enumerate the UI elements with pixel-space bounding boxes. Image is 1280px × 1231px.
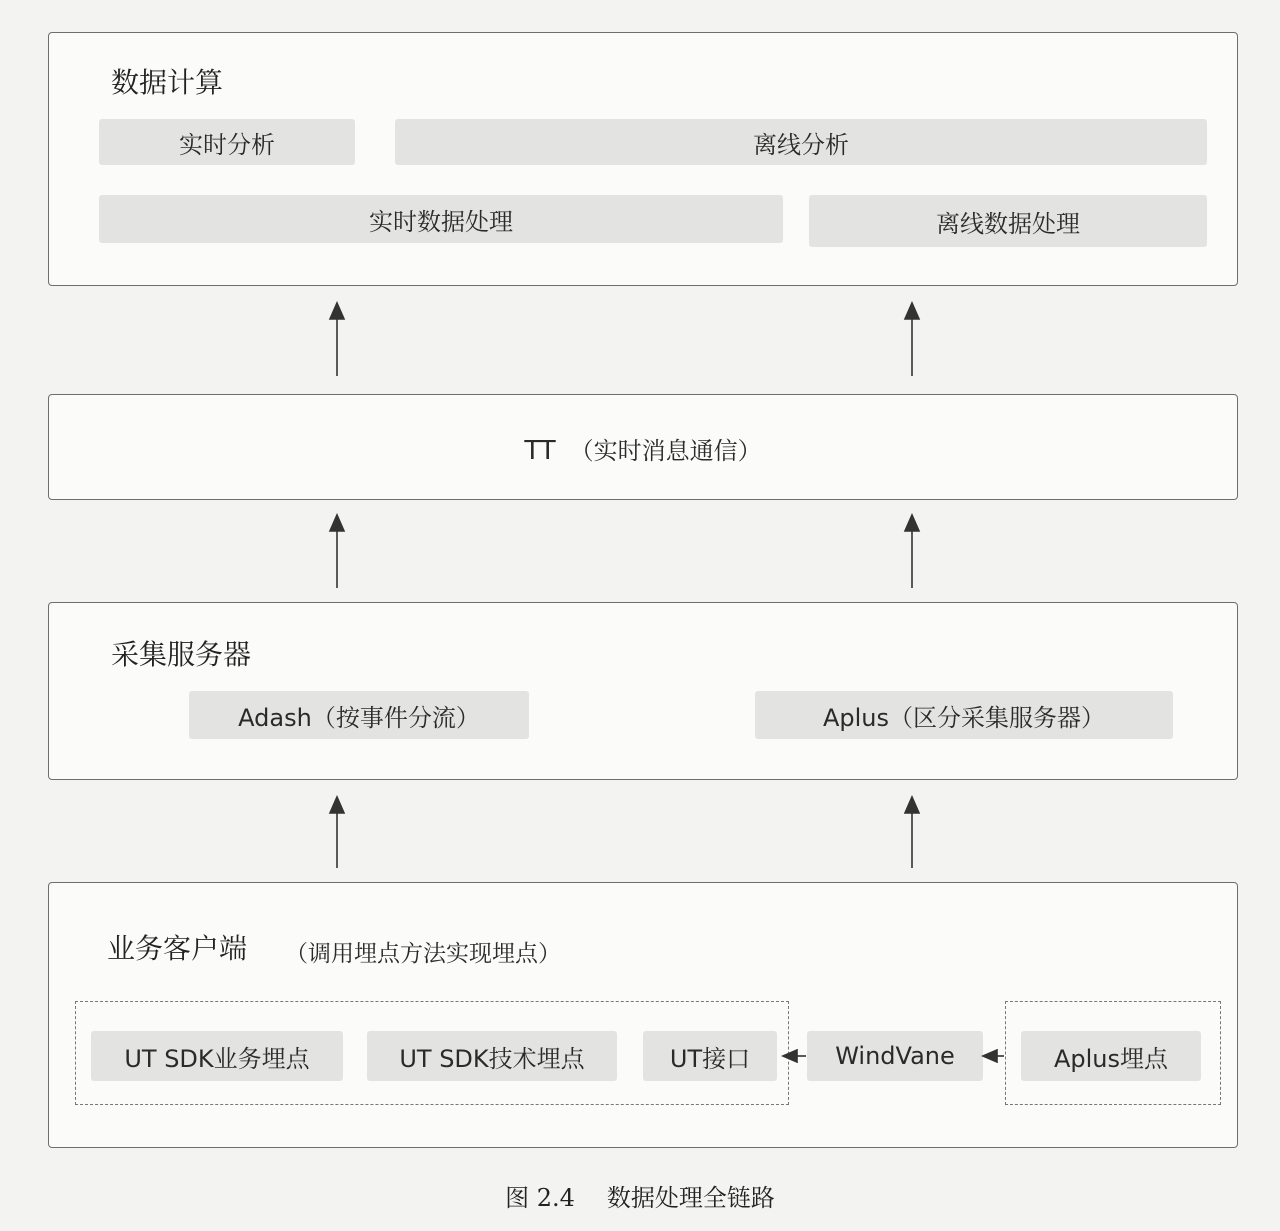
collector-title: 采集服务器 xyxy=(111,638,252,671)
aplus-collector-box: Aplus（区分采集服务器） xyxy=(755,691,1173,739)
tt-name: TT xyxy=(524,436,556,466)
ut-sdk-tech-box: UT SDK技术埋点 xyxy=(367,1031,617,1081)
tt-panel xyxy=(48,394,1238,500)
client-title: 业务客户端 xyxy=(107,932,248,965)
arrow-tt-to-offline-head xyxy=(905,303,919,319)
offline-processing-box: 离线数据处理 xyxy=(809,195,1207,247)
arrow-collector-to-tt-left-head xyxy=(330,515,344,531)
ut-sdk-business-box: UT SDK业务埋点 xyxy=(91,1031,343,1081)
collector-panel xyxy=(48,602,1238,780)
aplus-point-box: Aplus埋点 xyxy=(1021,1031,1201,1081)
arrow-client-to-aplus-head xyxy=(905,797,919,813)
offline-analysis-box: 离线分析 xyxy=(395,119,1207,165)
arrow-client-to-adash-head xyxy=(330,797,344,813)
arrow-tt-to-realtime-head xyxy=(330,303,344,319)
windvane-box: WindVane xyxy=(807,1031,983,1081)
tt-label xyxy=(49,431,1237,466)
client-subtitle: （调用埋点方法实现埋点） xyxy=(285,941,561,967)
ut-interface-box: UT接口 xyxy=(643,1031,777,1081)
figure-title: 数据处理全链路 xyxy=(606,1184,775,1212)
figure-caption xyxy=(0,1178,1280,1213)
tt-desc: （实时消息通信） xyxy=(569,437,762,465)
data-compute-title: 数据计算 xyxy=(111,66,224,99)
arrow-collector-to-tt-right-head xyxy=(905,515,919,531)
realtime-processing-box: 实时数据处理 xyxy=(99,195,783,243)
adash-box: Adash（按事件分流） xyxy=(189,691,529,739)
figure-number: 图 2.4 xyxy=(505,1184,575,1212)
client-panel xyxy=(48,882,1238,1148)
realtime-analysis-box: 实时分析 xyxy=(99,119,355,165)
data-compute-panel xyxy=(48,32,1238,286)
